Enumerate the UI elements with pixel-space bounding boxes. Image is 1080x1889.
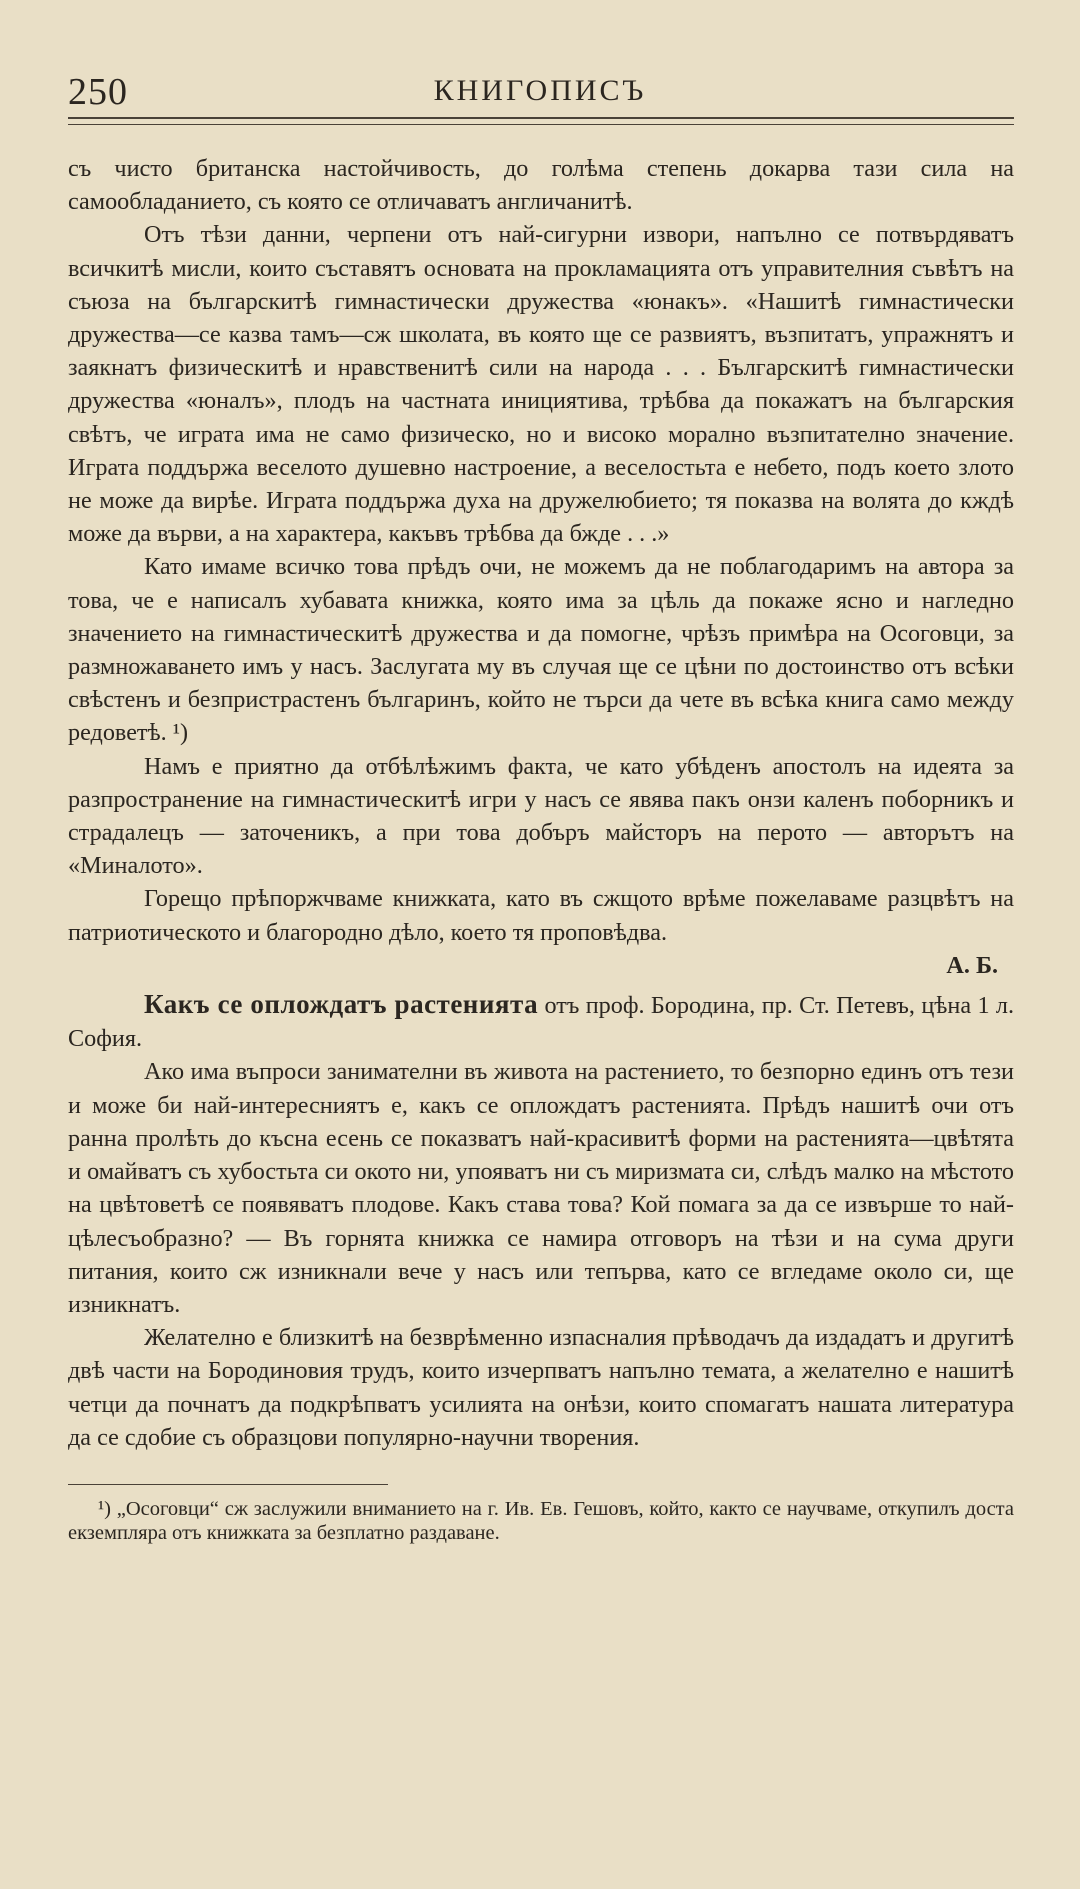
book-title: Какъ се оплождатъ растенията	[144, 989, 539, 1020]
page-header	[68, 70, 1012, 114]
header-rule-thick	[68, 117, 1014, 119]
review-signature: А. Б.	[946, 951, 998, 979]
page-number: 250	[68, 71, 128, 113]
paragraph: Намъ е приятно да отбѣлѣжимъ факта, че като убѣденъ апостолъ на идеята за разпространение на гимнастическитѣ игри у насъ се явява пакъ онзи каленъ поборникъ и страдалецъ — заточеникъ, а при това добъръ майсторъ на перото — авторътъ на «Миналото».	[68, 752, 1014, 880]
paragraph: Горещо прѣпоржчваме книжката, като въ сжщото врѣме пожелаваме разцвѣтъ на патриотическото и благородно дѣло, което тя проповѣдва.	[68, 885, 1014, 946]
paragraph-continued: съ чисто британска настойчивость, до голѣма степень докарва тази сила на самообладанието, съ която се отличаватъ англичанитѣ.	[68, 155, 1014, 216]
running-head: КНИГОПИСЪ	[433, 74, 647, 107]
main-text	[68, 152, 1014, 1545]
paragraph: Желателно е близкитѣ на безврѣменно изпасналия прѣводачъ да издадатъ и другитѣ двѣ части на Бородиновия трудъ, които изчерпватъ напълно темата, а желателно е нашитѣ четци да почнатъ да подкрѣпватъ усилията на онѣзи, които спомагатъ нашата литература да се сдобие съ образцови популярно-научни творения.	[68, 1324, 1014, 1451]
paragraph: Като имаме всичко това прѣдъ очи, не можемъ да не поблагодаримъ на автора за това, че е написалъ хубавата книжка, която има за цѣль да покаже ясно и нагледно значението на гимнастическитѣ дружества и да помогне, чрѣзъ примѣра на Осоговци, за размножаването имъ у насъ. Заслугата му въ случая ще се цѣни по достоинство отъ всѣки свѣстенъ и безпристрастенъ българинъ, който не търси да чете въ всѣка книга само между редоветѣ. ¹)	[68, 553, 1014, 747]
book-meta: отъ проф. Бородина, пр. Ст. Петевъ, цѣна 1 л. София.	[68, 992, 1015, 1053]
footnote: ¹) „Осоговци“ сж заслужили вниманието на г. Ив. Ев. Гешовъ, който, както се научваме, откупилъ доста екземпляра отъ книжката за безплатно раздаване.	[68, 1497, 1014, 1544]
review-heading	[68, 988, 1014, 1055]
paragraph: Ако има въпроси занимателни въ живота на растението, то безпорно единъ отъ тези и може би най-интересниятъ е, какъ се оплождатъ растенията. Прѣдъ нашитѣ очи отъ ранна пролѣть до късна есень се показватъ най-красивитѣ форми на растенията—цвѣтята и омайватъ съ хубостьта си окото ни, упояватъ ни съ миризмата си, слѣдъ малко на мѣстото на цвѣтоветѣ се появяватъ плодове. Какъ става това? Кой помага за да се извърше то най-цѣлесъобразно? — Въ горнята книжка се намира отговоръ на тѣзи и на сума други питания, които сж изникнали вече у насъ или тепърва, като се вгледаме около си, ще изникнатъ.	[68, 1058, 1014, 1318]
header-rule-thin	[68, 124, 1014, 125]
paragraph: Отъ тѣзи данни, черпени отъ най-сигурни извори, напълно се потвърдяватъ всичкитѣ мисли, които съставятъ основата на прокламацията отъ управителния съвѣтъ на съюза на българскитѣ гимнастически дружества «юнакъ». «Нашитѣ гимнастически дружества—се казва тамъ—сж школата, въ която ще се развиятъ, възпитатъ, упражнятъ и заякнатъ физическитѣ и нравственитѣ сили на народа . . . Българскитѣ гимнастически дружества «юналъ», плодъ на частната инициятива, трѣбва да покажатъ на българския свѣтъ, че играта има не само физическо, но и високо морално възпитателно значение. Играта поддържа веселото душевно настроение, а веселостьта е небето, подъ което злото не може да вирѣе. Играта поддържа духа на дружелюбието; тя показва на волята до кждѣ може да върви, а на характера, какъвъ трѣбва да бжде . . .»	[68, 221, 1014, 548]
footnote-rule	[68, 1484, 388, 1485]
